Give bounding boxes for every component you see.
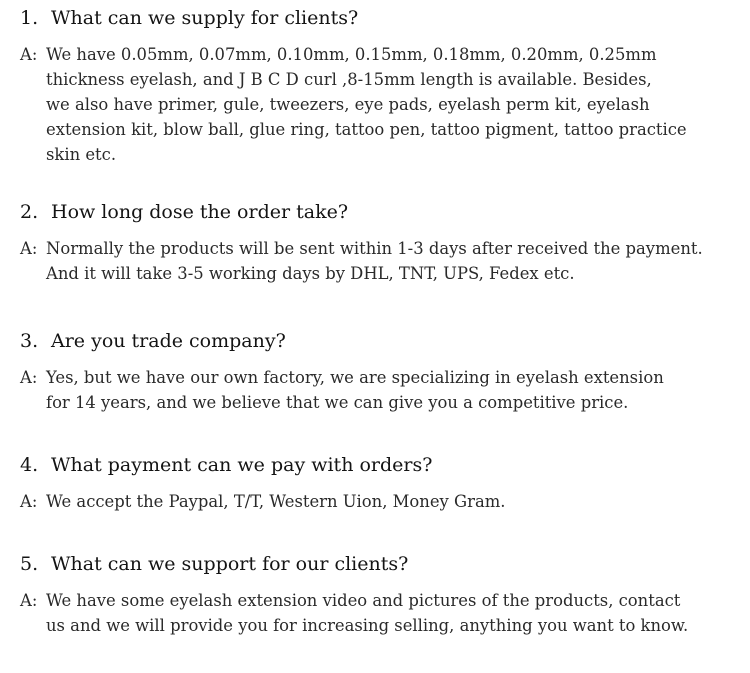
faq-question-text: What payment can we pay with orders? bbox=[51, 454, 433, 476]
faq-item-5 bbox=[20, 553, 735, 638]
faq-question-number: 1. bbox=[20, 7, 39, 29]
faq-answer-5 bbox=[20, 588, 735, 638]
faq-question-5 bbox=[20, 553, 735, 575]
faq-answer-line: us and we will provide you for increasing selling, anything you want to know. bbox=[46, 616, 689, 635]
faq-item-1 bbox=[20, 7, 735, 167]
faq-answer-line: thickness eyelash, and J B C D curl ,8-15mm length is available. Besides, bbox=[46, 70, 652, 89]
faq-question-1 bbox=[20, 7, 735, 29]
faq-answer-line: We have 0.05mm, 0.07mm, 0.10mm, 0.15mm, 0.18mm, 0.20mm, 0.25mm bbox=[46, 45, 657, 64]
faq-item-3 bbox=[20, 330, 735, 415]
faq-question-text: Are you trade company? bbox=[51, 330, 286, 352]
faq-question-text: How long dose the order take? bbox=[51, 201, 349, 223]
faq-answer-4 bbox=[20, 489, 735, 514]
faq-question-text: What can we support for our clients? bbox=[51, 553, 409, 575]
faq-answer-prefix: A: bbox=[20, 368, 38, 387]
faq-answer-prefix: A: bbox=[20, 45, 38, 64]
faq-answer-line: And it will take 3-5 working days by DHL, TNT, UPS, Fedex etc. bbox=[46, 264, 575, 283]
faq-question-2 bbox=[20, 201, 735, 223]
faq-question-number: 2. bbox=[20, 201, 39, 223]
faq-answer-1 bbox=[20, 42, 735, 167]
faq-answer-prefix: A: bbox=[20, 239, 38, 258]
faq-answer-line: Yes, but we have our own factory, we are specializing in eyelash extension bbox=[46, 368, 664, 387]
faq-answer-line: Normally the products will be sent within 1-3 days after received the payment. bbox=[46, 239, 703, 258]
faq-question-number: 5. bbox=[20, 553, 39, 575]
faq-answer-line: we also have primer, gule, tweezers, eye pads, eyelash perm kit, eyelash bbox=[46, 95, 650, 114]
faq-question-number: 4. bbox=[20, 454, 39, 476]
faq-answer-prefix: A: bbox=[20, 492, 38, 511]
faq-answer-line: We accept the Paypal, T/T, Western Uion, Money Gram. bbox=[46, 492, 506, 511]
faq-answer-prefix: A: bbox=[20, 591, 38, 610]
faq-question-4 bbox=[20, 454, 735, 476]
faq-item-4 bbox=[20, 454, 735, 514]
faq-answer-text bbox=[46, 489, 731, 514]
faq-item-2 bbox=[20, 201, 735, 286]
faq-question-number: 3. bbox=[20, 330, 39, 352]
faq-answer-text bbox=[46, 588, 731, 638]
faq-answer-line: We have some eyelash extension video and pictures of the products, contact bbox=[46, 591, 681, 610]
faq-answer-line: for 14 years, and we believe that we can give you a competitive price. bbox=[46, 393, 629, 412]
faq-question-3 bbox=[20, 330, 735, 352]
faq-answer-text bbox=[46, 42, 731, 167]
faq-question-text: What can we supply for clients? bbox=[51, 7, 359, 29]
faq-answer-line: skin etc. bbox=[46, 145, 117, 164]
faq-answer-line: extension kit, blow ball, glue ring, tattoo pen, tattoo pigment, tattoo practice bbox=[46, 120, 687, 139]
faq-answer-text bbox=[46, 365, 731, 415]
faq-answer-text bbox=[46, 236, 731, 286]
faq-answer-3 bbox=[20, 365, 735, 415]
faq-answer-2 bbox=[20, 236, 735, 286]
